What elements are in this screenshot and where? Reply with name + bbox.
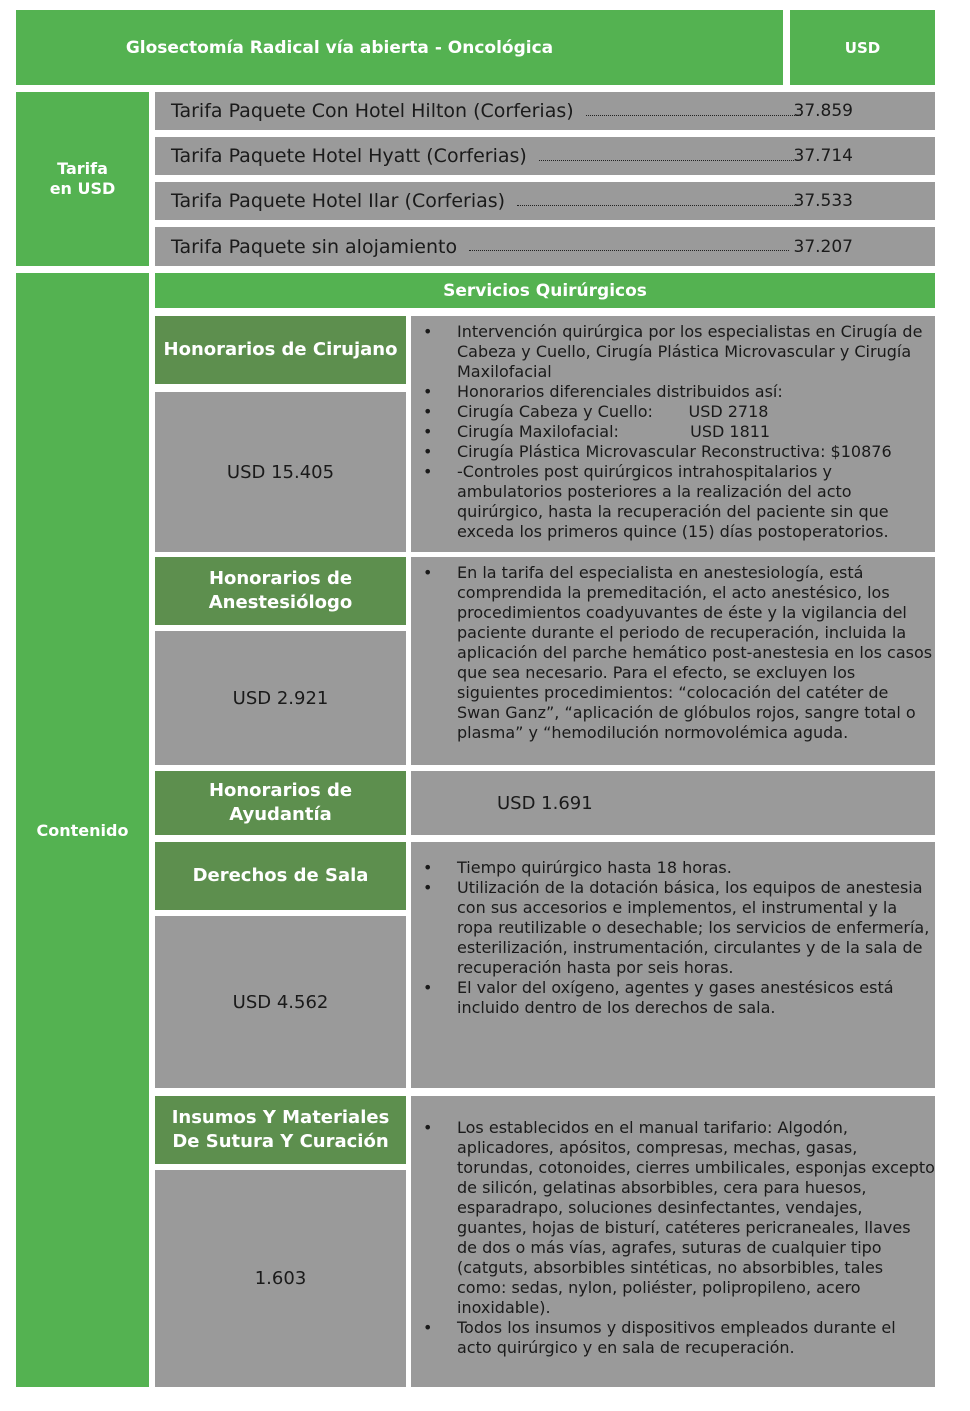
ayudantia-price-text: USD 1.691 bbox=[497, 792, 593, 814]
list-item: • Cirugía Plástica Microvascular Reconstructiva: $10876 bbox=[411, 442, 935, 462]
insumos-list bbox=[411, 1118, 935, 1358]
insumos-price bbox=[155, 1170, 406, 1387]
dotted-leader bbox=[517, 205, 797, 206]
anestesiologo-list bbox=[411, 563, 935, 743]
rate-value: 37.533 bbox=[793, 191, 853, 211]
currency-header-text: USD bbox=[844, 38, 881, 57]
dotted-leader bbox=[539, 160, 794, 161]
rate-row-ilar bbox=[155, 182, 935, 220]
anestesiologo-price-text: USD 2.921 bbox=[232, 687, 329, 709]
rate-row-hilton bbox=[155, 92, 935, 130]
rate-row-hyatt bbox=[155, 137, 935, 175]
dotted-leader bbox=[469, 250, 789, 251]
list-item: • Intervención quirúrgica por los especialistas en Cirugía de Cabeza y Cuello, Cirugía Plástica Microvascular y Cirugía Maxilofacial bbox=[411, 322, 935, 382]
contenido-label bbox=[16, 273, 149, 1387]
list-item: • -Controles post quirúrgicos intrahospitalarios y ambulatorios posteriores a la realización del acto quirúrgico, hasta la recuperación del paciente sin que exceda los primeros quince (15) días postoperatorios. bbox=[411, 462, 935, 542]
contenido-label-text: Contenido bbox=[36, 820, 129, 840]
tarifa-label-line2: en USD bbox=[49, 179, 116, 198]
anestesiologo-title bbox=[155, 557, 406, 625]
rate-row-sin-alojamiento bbox=[155, 227, 935, 266]
list-item: • Los establecidos en el manual tarifario: Algodón, aplicadores, apósitos, compresas, mechas, gasas, torundas, cotonoides, cierres umbilicales, esponjas excepto de silicón, gelatinas absorbibles, cera para huesos, esparadrapo, soluciones desinfectantes, vendajes, guantes, hojas de bisturí, catéteres pericraneales, llaves de dos o más vías, agrafes, suturas de cualquier tipo (catguts, absorbibles sintéticas, no absorbibles, tales como: sedas, nylon, poliéster, polipropileno, acero inoxidable). bbox=[411, 1118, 935, 1318]
sala-price-text: USD 4.562 bbox=[232, 991, 329, 1013]
list-item: • Utilización de la dotación básica, los equipos de anestesia con sus accesorios e implementos, el instrumental y la ropa reutilizable o desechable; los servicios de enfermería, esterilización, instrumentación, circulantes y de la sala de recuperación hasta por seis horas. bbox=[411, 878, 935, 978]
anestesiologo-title-line2: Anestesiólogo bbox=[208, 592, 353, 613]
sala-price bbox=[155, 916, 406, 1088]
rate-label: Tarifa Paquete Hotel Ilar (Corferias) bbox=[171, 190, 506, 212]
cirujano-details bbox=[411, 316, 935, 552]
sala-details bbox=[411, 842, 935, 1088]
cirujano-title-text: Honorarios de Cirujano bbox=[163, 339, 398, 360]
anestesiologo-price bbox=[155, 631, 406, 765]
insumos-title-line2: De Sutura Y Curación bbox=[172, 1131, 389, 1152]
anestesiologo-title-line1: Honorarios de bbox=[208, 568, 353, 589]
rate-label: Tarifa Paquete sin alojamiento bbox=[171, 235, 458, 258]
tarifa-label-line1: Tarifa bbox=[57, 159, 108, 178]
list-item: • Honorarios diferenciales distribuidos así: bbox=[411, 382, 935, 402]
sala-title bbox=[155, 842, 406, 910]
rate-label: Tarifa Paquete Hotel Hyatt (Corferias) bbox=[171, 145, 527, 167]
insumos-title bbox=[155, 1096, 406, 1164]
list-item: • El valor del oxígeno, agentes y gases anestésicos está incluido dentro de los derechos de sala. bbox=[411, 978, 935, 1018]
insumos-price-text: 1.603 bbox=[254, 1268, 307, 1289]
dotted-leader bbox=[586, 115, 801, 116]
rate-value: 37.714 bbox=[793, 146, 853, 166]
insumos-title-line1: Insumos Y Materiales bbox=[171, 1107, 390, 1128]
list-item: • Todos los insumos y dispositivos empleados durante el acto quirúrgico y en sala de recuperación. bbox=[411, 1318, 935, 1358]
section-title bbox=[155, 273, 935, 308]
cirujano-price bbox=[155, 392, 406, 552]
list-item: • Tiempo quirúrgico hasta 18 horas. bbox=[411, 858, 935, 878]
list-item: • En la tarifa del especialista en anestesiología, está comprendida la premeditación, el acto anestésico, los procedimientos coadyuvantes de éste y la vigilancia del paciente durante el periodo de recuperación, incluida la aplicación del parche hemático post-anestesia en los casos que sea necesario. Para el efecto, se excluyen los siguientes procedimientos: “colocación del catéter de Swan Ganz”, “aplicación de glóbulos rojos, sangre total o plasma” y “hemodilución normovolémica aguda. bbox=[411, 563, 935, 743]
rate-label: Tarifa Paquete Con Hotel Hilton (Corferias) bbox=[171, 100, 574, 122]
cirujano-list bbox=[411, 322, 935, 542]
ayudantia-title bbox=[155, 771, 406, 835]
ayudantia-title-line1: Honorarios de bbox=[208, 780, 353, 801]
list-item: • Cirugía Cabeza y Cuello: USD 2718 bbox=[411, 402, 935, 422]
procedure-title bbox=[16, 10, 783, 85]
ayudantia-title-line2: Ayudantía bbox=[229, 804, 332, 825]
list-item: • Cirugía Maxilofacial: USD 1811 bbox=[411, 422, 935, 442]
insumos-details bbox=[411, 1096, 935, 1387]
anestesiologo-details bbox=[411, 557, 935, 765]
section-title-text: Servicios Quirúrgicos bbox=[443, 280, 647, 301]
sala-list bbox=[411, 858, 935, 1018]
sala-title-text: Derechos de Sala bbox=[192, 865, 369, 886]
cirujano-price-text: USD 15.405 bbox=[226, 461, 335, 483]
currency-header bbox=[790, 10, 935, 85]
rate-value: 37.207 bbox=[793, 236, 853, 257]
tarifa-label bbox=[16, 92, 149, 266]
cirujano-title bbox=[155, 316, 406, 384]
ayudantia-price bbox=[411, 771, 935, 835]
procedure-title-text: Glosectomía Radical vía abierta - Oncológica bbox=[125, 37, 554, 58]
rate-value: 37.859 bbox=[793, 101, 853, 121]
